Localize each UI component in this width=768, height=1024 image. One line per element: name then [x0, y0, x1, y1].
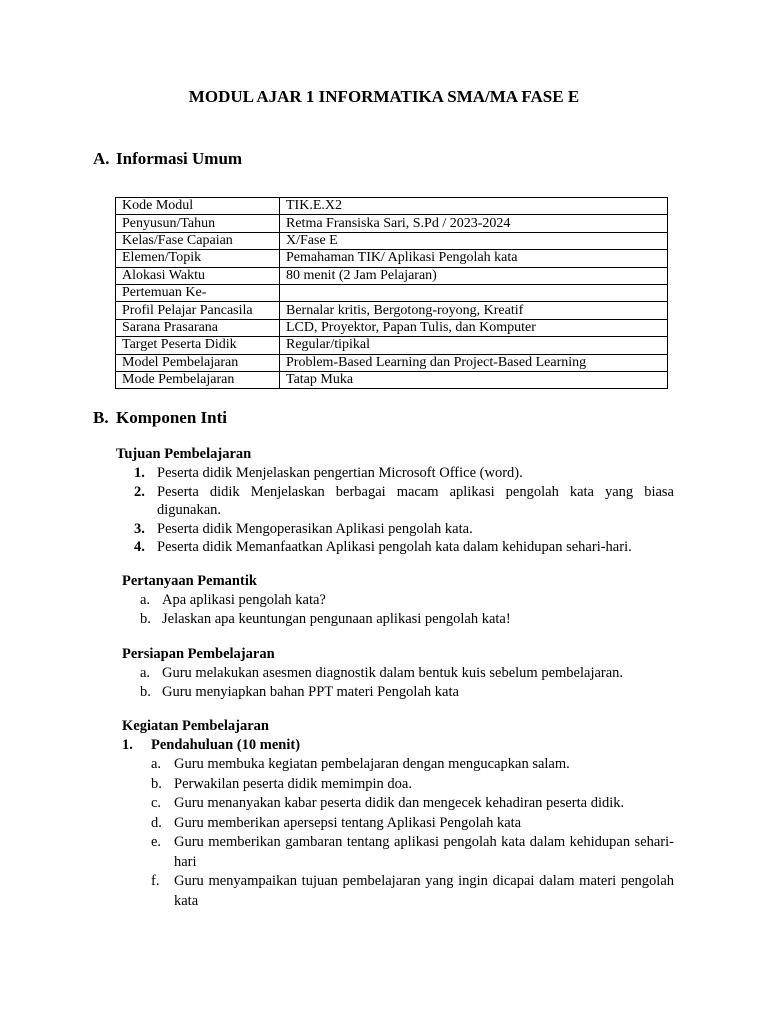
info-key: Pertemuan Ke-: [116, 284, 280, 301]
info-value: Bernalar kritis, Bergotong-royong, Kreatif: [280, 302, 668, 319]
list-marker: b.: [151, 775, 162, 792]
kegiatan-list: [151, 755, 674, 911]
list-marker: a.: [140, 665, 151, 681]
info-key: Target Peserta Didik: [116, 337, 280, 354]
list-marker: b.: [140, 610, 151, 627]
list-marker: a.: [151, 756, 162, 772]
info-table-row: [116, 284, 668, 301]
list-text: Guru memberikan apersepsi tentang Aplikasi Pengolah kata: [174, 814, 522, 831]
info-value: [280, 284, 668, 301]
info-value: Problem-Based Learning dan Project-Based Learning: [280, 354, 668, 371]
list-item: [140, 664, 674, 683]
list-marker: a.: [140, 592, 151, 608]
info-value: Regular/tipikal: [280, 337, 668, 354]
list-item: [151, 814, 674, 834]
list-text: Guru memberikan gambaran tentang aplikasi pengolah kata dalam kehidupan sehari-hari: [174, 834, 674, 870]
info-table-row: [116, 232, 668, 249]
section-a-heading: [93, 149, 242, 169]
list-text: Apa aplikasi pengolah kata?: [162, 592, 326, 608]
list-marker: 1.: [134, 465, 145, 481]
section-a-letter: A.: [93, 149, 110, 168]
info-table: [115, 197, 668, 389]
info-key: Penyusun/Tahun: [116, 215, 280, 232]
list-item: [151, 755, 674, 775]
list-text: Guru menyampaikan tujuan pembelajaran yang ingin dicapai dalam materi pengolah kata: [174, 873, 674, 909]
list-marker: 4.: [134, 539, 145, 555]
info-value: LCD, Proyektor, Papan Tulis, dan Komputer: [280, 319, 668, 336]
kegiatan-heading: Kegiatan Pembelajaran: [122, 718, 269, 734]
info-key: Kelas/Fase Capaian: [116, 232, 280, 249]
info-table-row: [116, 198, 668, 215]
tujuan-list: [134, 464, 674, 557]
list-item: [134, 538, 674, 557]
info-key: Mode Pembelajaran: [116, 371, 280, 388]
list-marker: 2.: [134, 483, 145, 500]
list-text: Guru melakukan asesmen diagnostik dalam bentuk kuis sebelum pembelajaran.: [162, 665, 624, 681]
list-item: [134, 520, 674, 539]
pertanyaan-list: [140, 591, 674, 628]
list-item: [134, 464, 674, 483]
section-b-heading: [93, 408, 227, 428]
list-marker: d.: [151, 814, 162, 831]
info-table-row: [116, 319, 668, 336]
list-item: [134, 483, 674, 520]
info-key: Kode Modul: [116, 198, 280, 215]
kegiatan-step-marker: 1.: [122, 737, 133, 753]
list-item: [151, 872, 674, 911]
tujuan-heading: Tujuan Pembelajaran: [116, 446, 252, 462]
list-text: Guru menyiapkan bahan PPT materi Pengolah kata: [162, 683, 459, 700]
section-b-letter: B.: [93, 408, 109, 427]
info-table-row: [116, 302, 668, 319]
list-item: [151, 775, 674, 795]
info-key: Sarana Prasarana: [116, 319, 280, 336]
list-marker: b.: [140, 683, 151, 700]
kegiatan-step: [122, 737, 300, 754]
list-text: Peserta didik Menjelaskan berbagai macam aplikasi pengolah kata yang biasa digunakan.: [157, 483, 674, 518]
info-key: Elemen/Topik: [116, 250, 280, 267]
info-value: TIK.E.X2: [280, 198, 668, 215]
info-table-row: [116, 250, 668, 267]
list-item: [140, 683, 674, 702]
info-key: Profil Pelajar Pancasila: [116, 302, 280, 319]
list-text: Guru membuka kegiatan pembelajaran dengan mengucapkan salam.: [174, 756, 570, 772]
info-table-row: [116, 215, 668, 232]
list-item: [140, 591, 674, 610]
info-value: X/Fase E: [280, 232, 668, 249]
info-key: Model Pembelajaran: [116, 354, 280, 371]
page-title: MODUL AJAR 1 INFORMATIKA SMA/MA FASE E: [188, 87, 580, 106]
list-text: Peserta didik Mengoperasikan Aplikasi pengolah kata.: [157, 520, 473, 537]
info-value: 80 menit (2 Jam Pelajaran): [280, 267, 668, 284]
info-table-row: [116, 267, 668, 284]
section-a-title: Informasi Umum: [116, 149, 243, 168]
list-marker: f.: [151, 873, 160, 889]
info-value: Retma Fransiska Sari, S.Pd / 2023-2024: [280, 215, 668, 232]
kegiatan-step-title: Pendahuluan (10 menit): [151, 737, 301, 753]
info-table-row: [116, 354, 668, 371]
pertanyaan-heading: Pertanyaan Pemantik: [122, 573, 257, 589]
section-b-title: Komponen Inti: [116, 408, 227, 427]
list-item: [140, 610, 674, 629]
info-value: Tatap Muka: [280, 371, 668, 388]
list-text: Peserta didik Menjelaskan pengertian Microsoft Office (word).: [157, 465, 523, 481]
list-item: [151, 833, 674, 872]
list-marker: e.: [151, 834, 162, 850]
persiapan-heading: Persiapan Pembelajaran: [122, 646, 275, 662]
info-value: Pemahaman TIK/ Aplikasi Pengolah kata: [280, 250, 668, 267]
list-item: [151, 794, 674, 814]
list-text: Jelaskan apa keuntungan pengunaan aplikasi pengolah kata!: [162, 610, 511, 627]
list-marker: 3.: [134, 520, 145, 537]
info-table-row: [116, 337, 668, 354]
persiapan-list: [140, 664, 674, 701]
list-text: Guru menanyakan kabar peserta didik dan mengecek kehadiran peserta didik.: [174, 795, 625, 811]
info-key: Alokasi Waktu: [116, 267, 280, 284]
info-table-row: [116, 371, 668, 388]
list-text: Peserta didik Memanfaatkan Aplikasi pengolah kata dalam kehidupan sehari-hari.: [157, 539, 632, 555]
list-text: Perwakilan peserta didik memimpin doa.: [174, 775, 412, 792]
list-marker: c.: [151, 795, 162, 811]
